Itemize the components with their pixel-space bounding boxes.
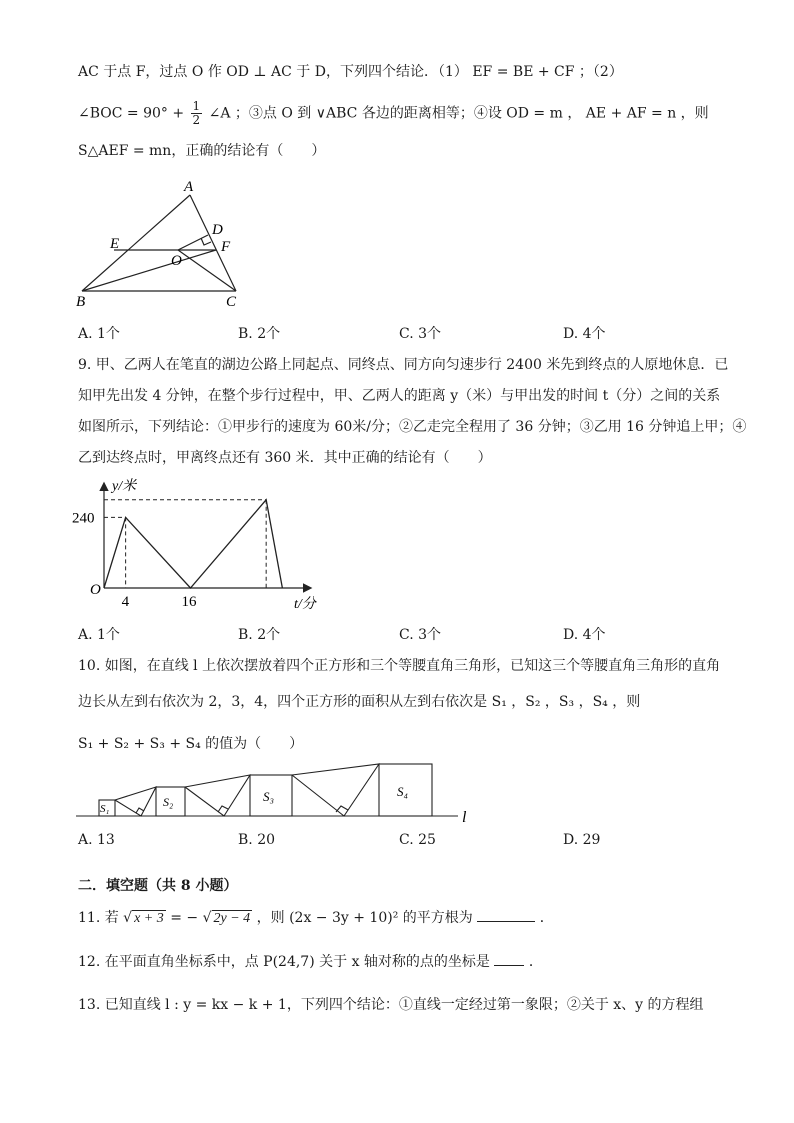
chart-x-label: t/分: [294, 597, 316, 612]
q8-angle-expr: ∠BOC = 90° +: [78, 105, 185, 122]
q9-line-1: 9. 甲、乙两人在笔直的湖边公路上同起点、同终点、同方向匀速步行 2400 米先到终点的人原地休息．已: [78, 357, 729, 373]
label-E: E: [110, 236, 120, 252]
q11-eq: = −: [170, 910, 199, 926]
q9-option-c[interactable]: C. 3个: [399, 627, 442, 643]
label-O: O: [171, 253, 182, 269]
q9-line-4: 乙到达终点时，甲离终点还有 360 米．其中正确的结论有（ ）: [78, 450, 492, 466]
q9-option-d[interactable]: D. 4个: [563, 627, 606, 643]
q8-fraction-den: 2: [192, 113, 201, 127]
q8-triangle-figure: [70, 176, 260, 308]
chart-y-tick-240: 240: [72, 510, 95, 527]
q10-option-d[interactable]: D. 29: [563, 832, 601, 848]
chart-origin-label: O: [90, 582, 101, 598]
q10-line-3: S₁ + S₂ + S₃ + S₄ 的值为（ ）: [78, 736, 304, 752]
q11-sqrt-1: √ x + 3: [123, 910, 164, 926]
section-heading-fill-blank: 二．填空题（共 8 小题）: [78, 878, 238, 894]
triangle-2: [185, 775, 250, 816]
q9-distance-time-chart: [70, 474, 340, 618]
q10-option-c[interactable]: C. 25: [399, 832, 436, 848]
q8-line-2-rest: ∠A ；③点 O 到 ∨ABC 各边的距离相等；④设 OD = m ， AE + AF = n ，则: [208, 105, 709, 122]
q11-radicand-2: 2y − 4: [213, 911, 251, 926]
q9-option-b[interactable]: B. 2个: [238, 627, 281, 643]
label-A: A: [184, 179, 194, 195]
q12-end: ．: [528, 954, 543, 970]
label-s4: S₄: [397, 784, 409, 799]
q10-squares-figure: [70, 758, 480, 828]
q11-prefix: 11. 若: [78, 910, 119, 926]
triangle-1: [115, 787, 156, 816]
q9-option-a[interactable]: A. 1个: [78, 627, 120, 643]
q12-text: 12. 在平面直角坐标系中，点 P(24,7) 关于 x 轴对称的点的坐标是: [78, 954, 490, 970]
chart-series-line: [104, 500, 282, 588]
q8-option-a[interactable]: A. 1个: [78, 326, 120, 342]
label-C: C: [226, 294, 237, 308]
q8-fraction: [191, 100, 203, 127]
q11-radicand-1: x + 3: [134, 911, 164, 926]
q8-option-c[interactable]: C. 3个: [399, 326, 442, 342]
q11-sqrt-2: √ 2y − 4: [202, 910, 251, 926]
chart-y-label: y/米: [112, 479, 137, 494]
label-s2: S₂: [163, 795, 174, 809]
q8-option-b[interactable]: B. 2个: [238, 326, 281, 342]
q12-answer-blank[interactable]: [494, 965, 524, 966]
q8-line-3: S△AEF = mn，正确的结论有（ ）: [78, 143, 326, 159]
q8-option-d[interactable]: D. 4个: [563, 326, 606, 342]
q10-line-1: 10. 如图，在直线 l 上依次摆放着四个正方形和三个等腰直角三角形，已知这三个等腰直角三角形的直角: [78, 658, 721, 674]
q9-line-2: 知甲先出发 4 分钟，在整个步行过程中，甲、乙两人的距离 y（米）与甲出发的时间 t（分）之间的关系: [78, 388, 721, 404]
label-B: B: [76, 294, 86, 308]
q10-line-2: 边长从左到右依次为 2，3，4，四个正方形的面积从左到右依次是 S₁ ，S₂ ，S₃ ，S₄ ，则: [78, 694, 641, 710]
triangle-3: [292, 764, 379, 816]
q11-end: ．: [539, 910, 554, 926]
q11-line: [78, 908, 554, 929]
chart-x-tick-4: 4: [121, 594, 130, 610]
q8-line-1: AC 于点 F，过点 O 作 OD ⊥ AC 于 D，下列四个结论．（1） EF = BE + CF ；（2）: [78, 64, 623, 80]
chart-x-tick-16: 16: [181, 594, 197, 610]
q8-fraction-num: 1: [192, 99, 201, 113]
q12-line: [78, 952, 543, 972]
q10-option-b[interactable]: B. 20: [238, 832, 276, 848]
label-D: D: [212, 222, 223, 238]
label-s3: S₃: [263, 789, 275, 804]
q11-answer-blank[interactable]: [477, 921, 535, 922]
label-s1: S₁: [100, 803, 110, 815]
q9-line-3: 如图所示，下列结论：①甲步行的速度为 60米/分；②乙走完全程用了 36 分钟；③乙用 16 分钟追上甲；④: [78, 419, 747, 435]
q10-option-a[interactable]: A. 13: [78, 832, 115, 848]
label-F: F: [221, 239, 231, 255]
label-l: l: [462, 809, 467, 826]
q8-line-2: [78, 100, 709, 127]
q11-suffix: ，则 (2x − 3y + 10)² 的平方根为: [256, 910, 473, 926]
q13-line: 13. 已知直线 l : y = kx − k + 1，下列四个结论：①直线一定经过第一象限；②关于 x、y 的方程组: [78, 997, 704, 1013]
